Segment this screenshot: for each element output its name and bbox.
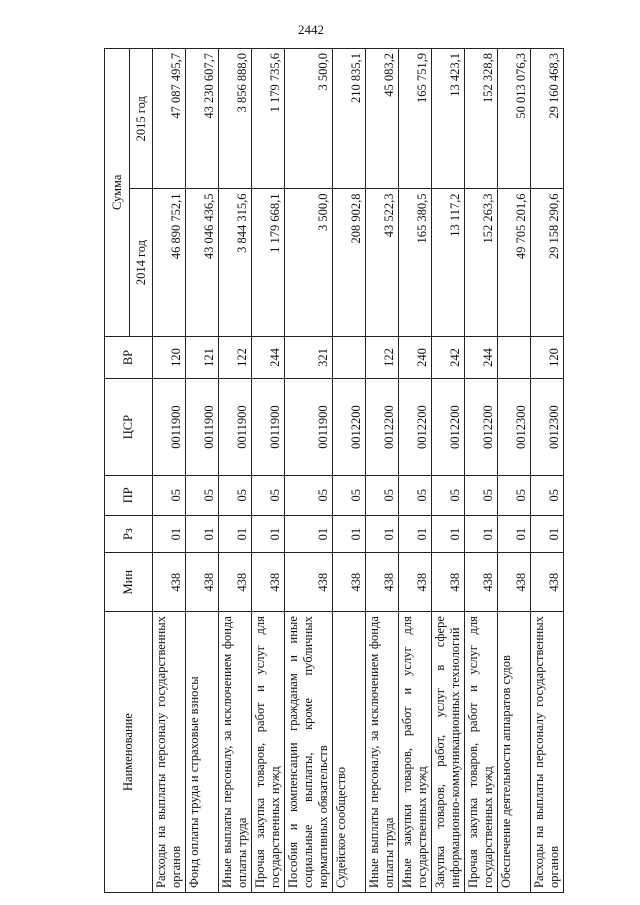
cell-y2014: 3 844 315,6: [219, 189, 252, 336]
table-row: [399, 49, 432, 893]
cell-pr: 05: [219, 475, 252, 515]
cell-vr: 242: [432, 336, 465, 379]
cell-csr: 0012200: [432, 379, 465, 475]
table-row: [219, 49, 252, 893]
cell-y2015: 3 500,0: [285, 49, 333, 190]
cell-min: 438: [366, 553, 399, 612]
cell-pr: 05: [252, 475, 285, 515]
cell-y2015: 1 179 735,6: [252, 49, 285, 190]
header-sum: Сумма: [105, 49, 130, 337]
cell-rz: 01: [366, 515, 399, 552]
cell-vr: 244: [252, 336, 285, 379]
cell-csr: 0012200: [333, 379, 366, 475]
cell-rz: 01: [153, 515, 186, 552]
table-row: [252, 49, 285, 893]
cell-csr: 0011900: [153, 379, 186, 475]
header-vr: ВР: [105, 336, 153, 379]
table-row: [186, 49, 219, 893]
cell-name: Расходы на выплаты персоналу государственных органов: [153, 612, 186, 893]
table-row: [498, 49, 531, 893]
cell-csr: 0012200: [399, 379, 432, 475]
budget-table-container: [104, 48, 624, 893]
cell-csr: 0012200: [465, 379, 498, 475]
cell-vr: 244: [465, 336, 498, 379]
cell-rz: 01: [498, 515, 531, 552]
cell-rz: 01: [531, 515, 564, 552]
cell-vr: 122: [366, 336, 399, 379]
cell-rz: 01: [333, 515, 366, 552]
cell-rz: 01: [252, 515, 285, 552]
cell-min: 438: [399, 553, 432, 612]
header-2015: 2015 год: [130, 49, 153, 190]
cell-csr: 0012300: [498, 379, 531, 475]
table-row: [531, 49, 564, 893]
cell-rz: 01: [432, 515, 465, 552]
cell-vr: 121: [186, 336, 219, 379]
cell-rz: 01: [399, 515, 432, 552]
cell-pr: 05: [498, 475, 531, 515]
cell-y2015: 152 328,8: [465, 49, 498, 190]
table-row: [432, 49, 465, 893]
table-row: [285, 49, 333, 893]
cell-min: 438: [531, 553, 564, 612]
cell-rz: 01: [285, 515, 333, 552]
cell-y2015: 29 160 468,3: [531, 49, 564, 190]
cell-pr: 05: [186, 475, 219, 515]
cell-min: 438: [432, 553, 465, 612]
cell-min: 438: [333, 553, 366, 612]
cell-y2014: 43 046 436,5: [186, 189, 219, 336]
cell-csr: 0012300: [531, 379, 564, 475]
cell-name: Прочая закупка товаров, работ и услуг для государственных нужд: [465, 612, 498, 893]
cell-pr: 05: [531, 475, 564, 515]
cell-vr: [333, 336, 366, 379]
cell-y2014: 3 500,0: [285, 189, 333, 336]
cell-min: 438: [285, 553, 333, 612]
cell-name: Иные закупки товаров, работ и услуг для государственных нужд: [399, 612, 432, 893]
cell-name: Иные выплаты персоналу, за исключением фонда оплаты труда: [366, 612, 399, 893]
cell-csr: 0011900: [252, 379, 285, 475]
cell-y2014: 49 705 201,6: [498, 189, 531, 336]
header-rz: Рз: [105, 515, 153, 552]
cell-vr: 122: [219, 336, 252, 379]
cell-y2015: 3 856 888,0: [219, 49, 252, 190]
cell-vr: 321: [285, 336, 333, 379]
cell-vr: [498, 336, 531, 379]
cell-vr: 240: [399, 336, 432, 379]
cell-name: Закупка товаров, работ, услуг в сфере информационно-коммуникационных технологий: [432, 612, 465, 893]
cell-pr: 05: [333, 475, 366, 515]
cell-y2015: 13 423,1: [432, 49, 465, 190]
cell-pr: 05: [465, 475, 498, 515]
table-row: [366, 49, 399, 893]
cell-min: 438: [219, 553, 252, 612]
table-row: [465, 49, 498, 893]
header-min: Мин: [105, 553, 153, 612]
cell-name: Обеспечение деятельности аппаратов судов: [498, 612, 531, 893]
cell-vr: 120: [531, 336, 564, 379]
cell-name: Судейское сообщество: [333, 612, 366, 893]
cell-y2014: 208 902,8: [333, 189, 366, 336]
cell-vr: 120: [153, 336, 186, 379]
header-csr: ЦСР: [105, 379, 153, 475]
cell-rz: 01: [465, 515, 498, 552]
cell-y2015: 50 013 076,3: [498, 49, 531, 190]
cell-y2015: 165 751,9: [399, 49, 432, 190]
cell-min: 438: [186, 553, 219, 612]
cell-name: Прочая закупка товаров, работ и услуг для государственных нужд: [252, 612, 285, 893]
cell-y2015: 210 835,1: [333, 49, 366, 190]
cell-name: Пособия и компенсации гражданам и иные социальные выплаты, кроме публичных нормативных обязательств: [285, 612, 333, 893]
cell-y2014: 46 890 752,1: [153, 189, 186, 336]
cell-csr: 0011900: [219, 379, 252, 475]
cell-min: 438: [498, 553, 531, 612]
cell-csr: 0011900: [285, 379, 333, 475]
cell-y2014: 29 158 290,6: [531, 189, 564, 336]
page-number: 2442: [298, 22, 324, 37]
cell-pr: 05: [285, 475, 333, 515]
cell-y2014: 165 380,5: [399, 189, 432, 336]
table-row: [153, 49, 186, 893]
budget-table: [104, 48, 564, 893]
header-2014: 2014 год: [130, 189, 153, 336]
header-name: Наименование: [105, 612, 153, 893]
cell-pr: 05: [153, 475, 186, 515]
cell-y2014: 13 117,2: [432, 189, 465, 336]
cell-y2014: 152 263,3: [465, 189, 498, 336]
cell-name: Расходы на выплаты персоналу государственных органов: [531, 612, 564, 893]
cell-y2015: 43 230 607,7: [186, 49, 219, 190]
cell-name: Фонд оплаты труда и страховые взносы: [186, 612, 219, 893]
cell-y2015: 45 083,2: [366, 49, 399, 190]
cell-csr: 0012200: [366, 379, 399, 475]
header-pr: ПР: [105, 475, 153, 515]
cell-rz: 01: [219, 515, 252, 552]
cell-min: 438: [153, 553, 186, 612]
cell-min: 438: [252, 553, 285, 612]
table-row: [333, 49, 366, 893]
cell-y2015: 47 087 495,7: [153, 49, 186, 190]
cell-rz: 01: [186, 515, 219, 552]
cell-pr: 05: [399, 475, 432, 515]
cell-y2014: 1 179 668,1: [252, 189, 285, 336]
table-body: [153, 49, 564, 893]
cell-pr: 05: [432, 475, 465, 515]
cell-min: 438: [465, 553, 498, 612]
cell-pr: 05: [366, 475, 399, 515]
cell-csr: 0011900: [186, 379, 219, 475]
cell-y2014: 43 522,3: [366, 189, 399, 336]
cell-name: Иные выплаты персоналу, за исключением фонда оплаты труда: [219, 612, 252, 893]
